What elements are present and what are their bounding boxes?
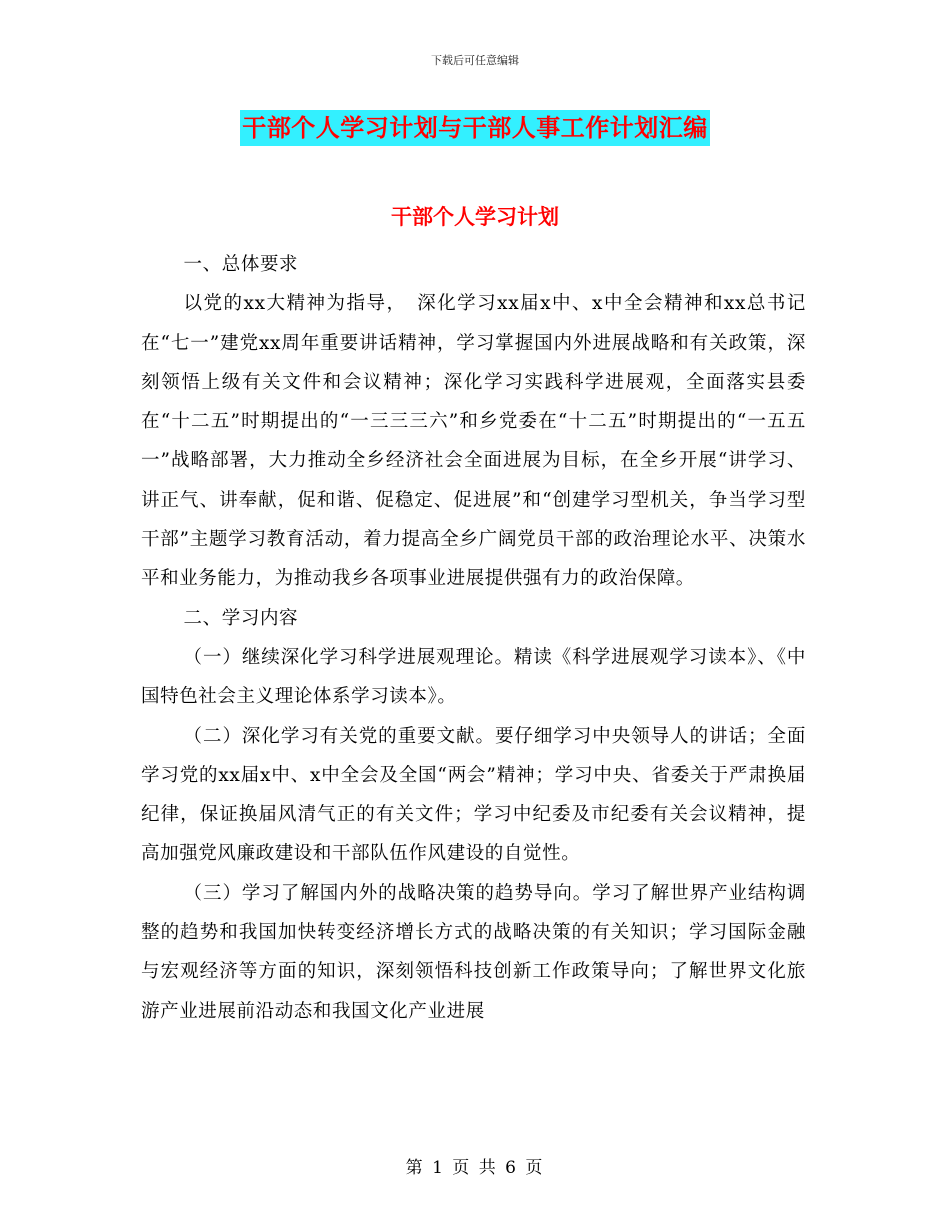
heading-study-content: 二、学习内容 [183, 607, 299, 629]
paragraph-general-requirements: 以党的xx大精神为指导， 深化学习xx届x中、x中全会精神和xx总书记在“七一”建党xx周年重要讲话精神，学习掌握国内外进展战略和有关政策，深刻领悟上级有关文件和会议精神；深化学习实践科学进展观，全面落实县委在“十二五”时期提出的“一三三三六”和乡党委在“十二五”时期提出的“一五五一”战略部署，大力推动全乡经济社会全面进展为目标，在全乡开展“讲学习、讲正气、讲奉献，促和谐、促稳定、促进展”和“创建学习型机关，争当学习型干部”主题学习教育活动，着力提高全乡广阔党员干部的政治理论水平、决策水平和业务能力，为推动我乡各项事业进展提供强有力的政治保障。 [141, 293, 806, 590]
heading-general-requirements: 一、总体要求 [183, 254, 299, 275]
page-header-note: 下载后可任意编辑 [431, 54, 519, 67]
document-title-container [0, 110, 950, 146]
paragraph-study-item-2: （二）深化学习有关党的重要文献。要仔细学习中央领导人的讲话；全面学习党的xx届x中、x中全会及全国“两会”精神；学习中央、省委关于严肃换届纪律，保证换届风清气正的有关文件；学习中纪委及市纪委有关会议精神，提高加强党风廉政建设和干部队伍作风建设的自觉性。 [141, 725, 806, 865]
paragraph-study-item-1: （一）继续深化学习科学进展观理论。精读《科学进展观学习读本》、《中国特色社会主义理论体系学习读本》。 [141, 646, 806, 708]
document-body [141, 245, 806, 1031]
paragraph-study-item-3: （三）学习了解国内外的战略决策的趋势导向。学习了解世界产业结构调整的趋势和我国加快转变经济增长方式的战略决策的有关知识；学习国际金融与宏观经济等方面的知识，深刻领悟科技创新工作政策导向；了解世界文化旅游产业进展前沿动态和我国文化产业进展 [141, 882, 806, 1022]
section-title: 干部个人学习计划 [391, 204, 559, 229]
document-title: 干部个人学习计划与干部人事工作计划汇编 [240, 110, 710, 146]
page-footer-pagination: 第 1 页 共 6 页 [405, 1158, 545, 1178]
